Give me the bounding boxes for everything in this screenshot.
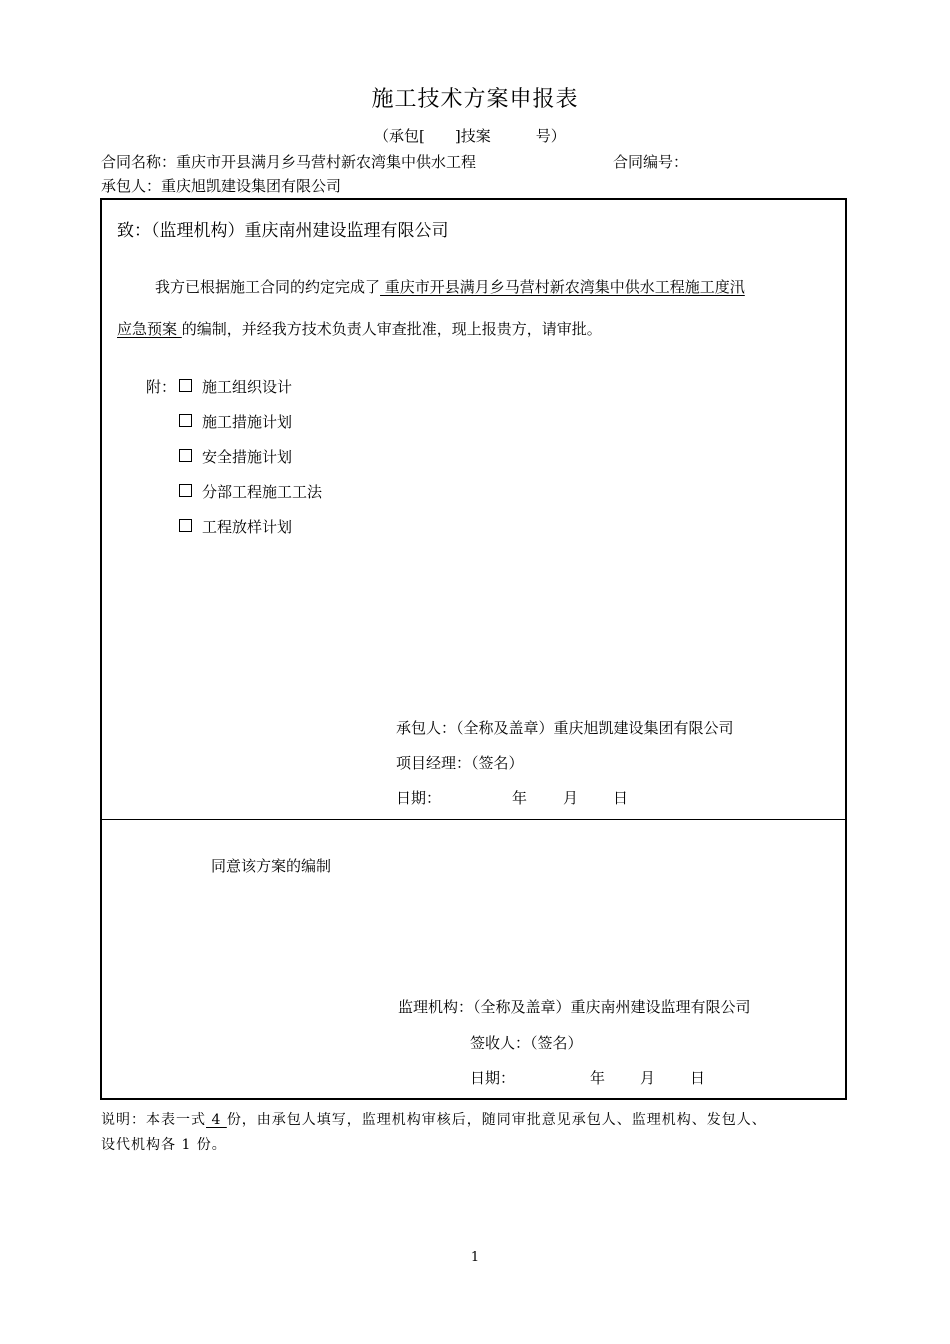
- recipient-prefix: 致：（监理机构）: [117, 221, 245, 241]
- paragraph-rest: 的编制，并经我方技术负责人审查批准，现上报贵方，请审批。: [181, 320, 602, 338]
- attachment-label: 工程放样计划: [202, 518, 293, 536]
- contractor-date-month: 月: [563, 789, 579, 807]
- review-date-year: 年: [590, 1069, 606, 1087]
- attachment-item-4[interactable]: [179, 481, 322, 502]
- attachment-item-5[interactable]: [179, 516, 292, 537]
- review-date-label: 日期：: [470, 1069, 516, 1087]
- note-rest: 份，由承包人填写，监理机构审核后，随同审批意见承包人、监理机构、发包人、: [226, 1112, 767, 1128]
- contractor-signature-label: 承包人：（全称及盖章）: [396, 719, 554, 737]
- supervisor-signature-label: 监理机构：（全称及盖章）: [398, 998, 571, 1016]
- section-divider: [100, 819, 847, 820]
- contractor-date-year: 年: [512, 789, 528, 807]
- attachment-label: 安全措施计划: [202, 448, 293, 466]
- paragraph-intro: 我方已根据施工合同的约定完成了: [155, 278, 381, 296]
- paragraph-project-name: 重庆市开县满月乡马营村新农湾集中供水工程施工度汛: [380, 278, 745, 296]
- paragraph-line-1: [155, 276, 745, 297]
- project-manager-line: 项目经理：（签名）: [396, 754, 524, 772]
- recipient-value: 重庆南州建设监理有限公司: [244, 221, 449, 241]
- document-title: 施工技术方案申报表: [371, 87, 579, 112]
- contract-number-label: 合同编号：: [613, 153, 689, 171]
- checkbox[interactable]: [179, 519, 192, 532]
- paragraph-line-2: [117, 318, 602, 339]
- attachment-label: 分部工程施工工法: [202, 483, 323, 501]
- supervisor-signature-line: [398, 996, 751, 1017]
- contractor-signature-value: 重庆旭凯建设集团有限公司: [553, 719, 734, 737]
- contractor-label: 承包人：: [101, 177, 162, 195]
- contractor-date-label: 日期：: [396, 789, 442, 807]
- attachment-item-1[interactable]: [179, 376, 292, 397]
- attachment-item-3[interactable]: [179, 446, 292, 467]
- contract-name-value: 重庆市开县满月乡马营村新农湾集中供水工程: [176, 153, 477, 171]
- attachment-label: 施工措施计划: [202, 413, 293, 431]
- footer-note-line-1: [101, 1109, 767, 1129]
- checkbox[interactable]: [179, 449, 192, 462]
- note-prefix: 说明：本表一式: [101, 1112, 206, 1128]
- review-date-day: 日: [690, 1069, 706, 1087]
- contract-name-label: 合同名称：: [101, 153, 177, 171]
- checkbox[interactable]: [179, 484, 192, 497]
- note-copies: 4: [206, 1112, 227, 1128]
- review-opinion: 同意该方案的编制: [211, 857, 332, 875]
- review-date-month: 月: [640, 1069, 656, 1087]
- attachment-label: 施工组织设计: [202, 378, 293, 396]
- contractor-signature-line: [396, 717, 734, 738]
- attachment-item-2[interactable]: [179, 411, 292, 432]
- contract-name-row: [101, 151, 476, 172]
- contractor-value: 重庆旭凯建设集团有限公司: [161, 177, 342, 195]
- page-number: 1: [470, 1250, 480, 1265]
- contractor-date-day: 日: [613, 789, 629, 807]
- checkbox[interactable]: [179, 379, 192, 392]
- document-number: （承包[ ]技案 号）: [374, 127, 566, 145]
- signer-line: 签收人：（签名）: [470, 1034, 583, 1052]
- paragraph-project-name-cont: 应急预案: [117, 320, 182, 338]
- supervisor-signature-value: 重庆南州建设监理有限公司: [570, 998, 751, 1016]
- checkbox[interactable]: [179, 414, 192, 427]
- attachments-label: 附：: [146, 378, 177, 396]
- recipient-line: [117, 216, 449, 241]
- contractor-row: [101, 175, 341, 196]
- footer-note-line-2: 设代机构各 1 份。: [101, 1137, 227, 1153]
